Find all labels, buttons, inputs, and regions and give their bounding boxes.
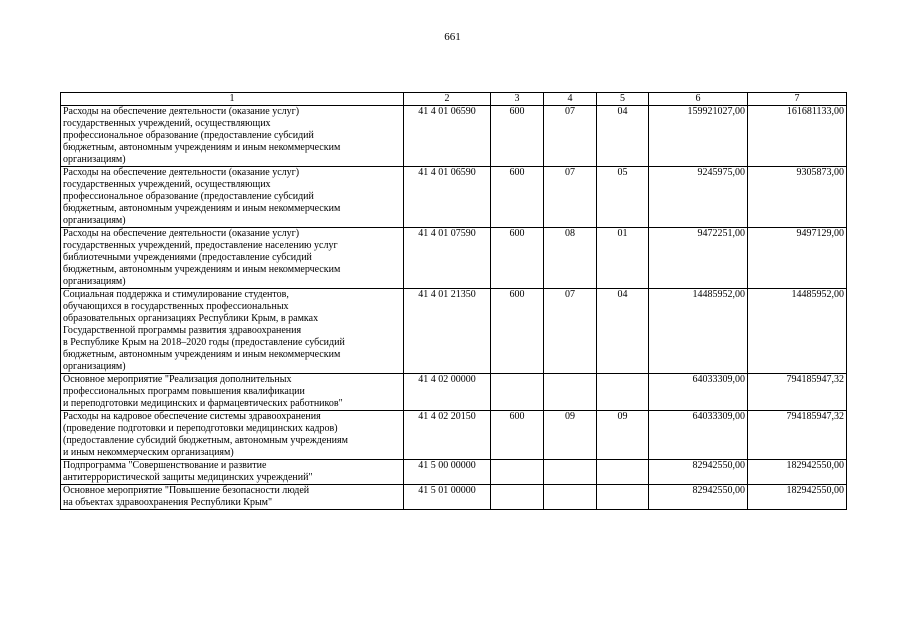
row-col-3 <box>491 485 544 510</box>
row-col-4 <box>544 374 597 411</box>
header-row <box>61 93 847 106</box>
row-col-5 <box>597 485 649 510</box>
row-sum-6: 64033309,00 <box>649 374 748 411</box>
row-col-5 <box>597 460 649 485</box>
row-col-4: 07 <box>544 106 597 167</box>
row-col-3 <box>491 374 544 411</box>
row-code: 41 5 01 00000 <box>404 485 491 510</box>
row-sum-7: 182942550,00 <box>748 485 847 510</box>
row-sum-6: 64033309,00 <box>649 411 748 460</box>
row-col-3: 600 <box>491 167 544 228</box>
row-col-5: 05 <box>597 167 649 228</box>
table-row <box>61 289 847 374</box>
table-row <box>61 374 847 411</box>
row-name: Расходы на обеспечение деятельности (оказание услуг) государственных учреждений, предоставление населению услуг библиотечными учреждениями (предоставление субсидий бюджетным, автономным учреждениям и иным некоммерческим организациям) <box>61 228 404 289</box>
row-sum-7: 9497129,00 <box>748 228 847 289</box>
table-row <box>61 460 847 485</box>
row-col-4: 08 <box>544 228 597 289</box>
row-sum-7: 161681133,00 <box>748 106 847 167</box>
row-sum-7: 9305873,00 <box>748 167 847 228</box>
column-header-7: 7 <box>748 93 847 106</box>
row-col-5: 09 <box>597 411 649 460</box>
row-code: 41 4 02 20150 <box>404 411 491 460</box>
row-code: 41 4 01 07590 <box>404 228 491 289</box>
row-name: Расходы на обеспечение деятельности (оказание услуг) государственных учреждений, осуществляющих профессиональное образование (предоставление субсидий бюджетным, автономным учреждениям и иным некоммерческим организациям) <box>61 167 404 228</box>
row-col-3: 600 <box>491 106 544 167</box>
row-sum-7: 794185947,32 <box>748 374 847 411</box>
row-code: 41 4 01 21350 <box>404 289 491 374</box>
row-code: 41 5 00 00000 <box>404 460 491 485</box>
row-col-4 <box>544 460 597 485</box>
table-row <box>61 106 847 167</box>
column-header-4: 4 <box>544 93 597 106</box>
row-sum-6: 159921027,00 <box>649 106 748 167</box>
row-col-5: 04 <box>597 289 649 374</box>
row-code: 41 4 01 06590 <box>404 167 491 228</box>
row-name: Расходы на обеспечение деятельности (оказание услуг) государственных учреждений, осуществляющих профессиональное образование (предоставление субсидий бюджетным, автономным учреждениям и иным некоммерческим организациям) <box>61 106 404 167</box>
row-name: Социальная поддержка и стимулирование студентов, обучающихся в государственных профессиональных образовательных организациях Республики Крым, в рамках Государственной программы развития здравоохранения в Республике Крым на 2018–2020 годы (предоставление субсидий бюджетным, автономным учреждениям и иным некоммерческим организациям) <box>61 289 404 374</box>
table-row <box>61 228 847 289</box>
table-row <box>61 167 847 228</box>
row-col-3 <box>491 460 544 485</box>
row-sum-6: 9245975,00 <box>649 167 748 228</box>
column-header-3: 3 <box>491 93 544 106</box>
row-col-4 <box>544 485 597 510</box>
table-row <box>61 485 847 510</box>
row-sum-7: 182942550,00 <box>748 460 847 485</box>
row-sum-7: 14485952,00 <box>748 289 847 374</box>
column-header-1: 1 <box>61 93 404 106</box>
row-name: Подпрограмма "Совершенствование и развитие антитеррористической защиты медицинских учреждений" <box>61 460 404 485</box>
budget-table <box>60 92 847 510</box>
row-col-3: 600 <box>491 228 544 289</box>
row-col-5: 04 <box>597 106 649 167</box>
row-col-4: 07 <box>544 167 597 228</box>
row-col-5 <box>597 374 649 411</box>
row-sum-6: 82942550,00 <box>649 460 748 485</box>
row-sum-6: 9472251,00 <box>649 228 748 289</box>
column-header-6: 6 <box>649 93 748 106</box>
row-col-3: 600 <box>491 289 544 374</box>
row-code: 41 4 01 06590 <box>404 106 491 167</box>
row-name: Расходы на кадровое обеспечение системы здравоохранения (проведение подготовки и переподготовки медицинских кадров) (предоставление субсидий бюджетным, автономным учреждениям и иным некоммерческим организациям) <box>61 411 404 460</box>
row-sum-6: 82942550,00 <box>649 485 748 510</box>
table-row <box>61 411 847 460</box>
row-col-5: 01 <box>597 228 649 289</box>
row-sum-7: 794185947,32 <box>748 411 847 460</box>
row-col-4: 07 <box>544 289 597 374</box>
column-header-5: 5 <box>597 93 649 106</box>
row-sum-6: 14485952,00 <box>649 289 748 374</box>
row-code: 41 4 02 00000 <box>404 374 491 411</box>
page-number: 661 <box>444 31 461 43</box>
row-name: Основное мероприятие "Реализация дополнительных профессиональных программ повышения квалификации и переподготовки медицинских и фармацевтических работников" <box>61 374 404 411</box>
column-header-2: 2 <box>404 93 491 106</box>
row-col-3: 600 <box>491 411 544 460</box>
row-name: Основное мероприятие "Повышение безопасности людей на объектах здравоохранения Республики Крым" <box>61 485 404 510</box>
row-col-4: 09 <box>544 411 597 460</box>
